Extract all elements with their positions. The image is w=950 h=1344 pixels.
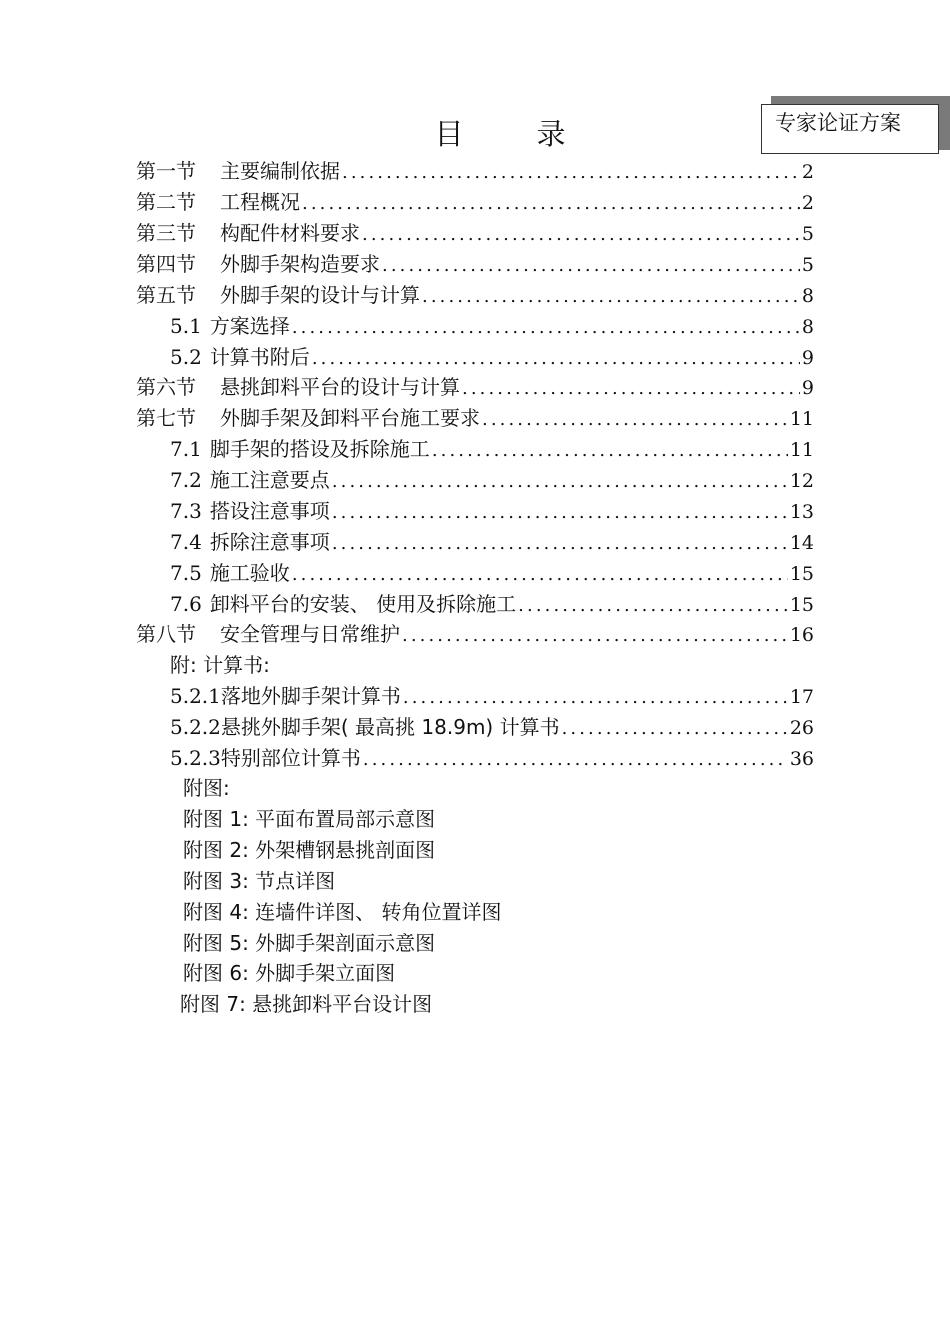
toc-subentry[interactable] [170,496,814,526]
toc-text: 外脚手架及卸料平台施工要求 [220,406,480,430]
toc-prefix: 第八节 [136,622,196,646]
toc-prefix: 第二节 [136,190,196,214]
toc-leader-dots [432,436,788,466]
toc-prefix: 7.6 [170,592,202,616]
appendix-item[interactable]: 附图 5: 外脚手架剖面示意图 [183,931,436,955]
toc-text: 工程概况 [220,190,300,214]
toc-leader-dots [462,374,800,404]
toc-subentry[interactable] [170,712,814,742]
toc-subentry[interactable] [170,589,814,619]
toc-leader-dots [518,591,788,621]
toc-text: 落地外脚手架计算书 [220,684,401,708]
toc-prefix: 7.4 [170,530,202,554]
toc-prefix: 第七节 [136,406,196,430]
appendix-item[interactable]: 附图 2: 外架槽钢悬挑剖面图 [183,838,436,862]
toc-leader-dots [302,189,800,219]
toc-page-number: 26 [789,717,814,739]
toc-page-number: 2 [801,161,814,183]
toc-page-number: 14 [789,532,814,554]
toc-leader-dots [342,158,800,188]
toc-prefix: 5.1 [170,314,202,338]
toc-entry[interactable] [136,403,814,433]
toc-leader-dots [312,344,800,374]
toc-text: 方案选择 [209,314,290,338]
toc-text: 拆除注意事项 [209,530,330,554]
toc-subentry[interactable] [170,434,814,464]
toc-leader-dots [562,714,788,744]
toc-page-number: 5 [801,254,814,276]
title-char-1: 目 [434,117,464,151]
toc-prefix: 7.3 [170,499,202,523]
toc-leader-dots [362,220,800,250]
toc-page-number: 15 [789,594,814,616]
toc-text: 主要编制依据 [220,159,340,183]
toc-subentry[interactable] [170,681,814,711]
toc-prefix: 7.5 [170,561,202,585]
toc-subentry[interactable] [170,743,814,773]
toc-page-number: 11 [789,439,814,461]
toc-entry[interactable] [136,218,814,248]
toc-text: 脚手架的搭设及拆除施工 [209,437,430,461]
toc-leader-dots [292,560,788,590]
toc-prefix: 5.2.1 [170,684,221,708]
title-char-2: 录 [536,117,566,151]
toc-text: 悬挑卸料平台的设计与计算 [220,375,460,399]
toc-page-number: 9 [801,347,814,369]
toc-text: 外脚手架构造要求 [220,252,380,276]
toc-page-number: 11 [789,408,814,430]
appendix-item[interactable]: 附图 4: 连墙件详图、 转角位置详图 [183,900,502,924]
toc-entry[interactable] [136,280,814,310]
toc-page-number: 15 [789,563,814,585]
toc-page-number: 5 [801,223,814,245]
expert-review-stamp: 专家论证方案 [761,104,939,154]
toc-text: 安全管理与日常维护 [220,622,400,646]
toc-page-number: 16 [789,624,814,646]
toc-page-number: 36 [789,748,814,770]
toc-prefix: 第三节 [136,221,196,245]
toc-subentry[interactable] [170,311,814,341]
calc-book-heading [170,650,270,680]
toc-text: 构配件材料要求 [220,221,360,245]
appendix-item[interactable]: 附图 7: 悬挑卸料平台设计图 [180,992,433,1016]
toc-text: 计算书附后 [209,345,310,369]
toc-prefix: 第一节 [136,159,196,183]
toc-subentry[interactable] [170,558,814,588]
toc-leader-dots [422,282,800,312]
toc-prefix: 5.2.2 [170,715,221,739]
toc-prefix: 第五节 [136,283,196,307]
toc-subentry[interactable] [170,342,814,372]
toc-prefix: 7.1 [170,437,202,461]
toc-text: 施工验收 [209,561,290,585]
toc-entry[interactable] [136,372,814,402]
toc-text: 外脚手架的设计与计算 [220,283,420,307]
toc-prefix: 第六节 [136,375,196,399]
toc-text: 特别部位计算书 [220,746,361,770]
toc-text: 卸料平台的安装、 使用及拆除施工 [209,592,517,616]
toc-leader-dots [382,251,800,281]
toc-page-number: 8 [801,316,814,338]
toc-text: 搭设注意事项 [209,499,330,523]
toc-text: 悬挑外脚手架( 最高挑 18.9m) 计算书 [220,715,560,739]
toc-subentry[interactable] [170,527,814,557]
appendix-heading: 附图: [183,776,230,800]
appendix-item[interactable]: 附图 6: 外脚手架立面图 [183,961,396,985]
appendix-item[interactable]: 附图 3: 节点详图 [183,869,336,893]
toc-leader-dots [402,621,788,651]
toc-leader-dots [482,405,788,435]
toc-page-number: 2 [801,192,814,214]
toc-leader-dots [332,529,788,559]
toc-entry[interactable] [136,619,814,649]
toc-prefix: 7.2 [170,468,202,492]
toc-leader-dots [332,467,788,497]
toc-entry[interactable] [136,156,814,186]
calc-book-heading-text: 附: 计算书: [170,653,270,677]
toc-leader-dots [363,745,788,775]
toc-subentry[interactable] [170,465,814,495]
toc-prefix: 第四节 [136,252,196,276]
toc-prefix: 5.2 [170,345,202,369]
toc-page-number: 17 [789,686,814,708]
toc-leader-dots [292,313,800,343]
toc-prefix: 5.2.3 [170,746,221,770]
toc-entry[interactable] [136,249,814,279]
appendix-item[interactable]: 附图 1: 平面布置局部示意图 [183,807,436,831]
toc-leader-dots [403,683,788,713]
toc-leader-dots [332,498,788,528]
page-title [0,112,950,153]
toc-page-number: 9 [801,377,814,399]
toc-page-number: 12 [789,470,814,492]
toc-text: 施工注意要点 [209,468,330,492]
toc-page-number: 13 [789,501,814,523]
toc-page-number: 8 [801,285,814,307]
toc-entry[interactable] [136,187,814,217]
